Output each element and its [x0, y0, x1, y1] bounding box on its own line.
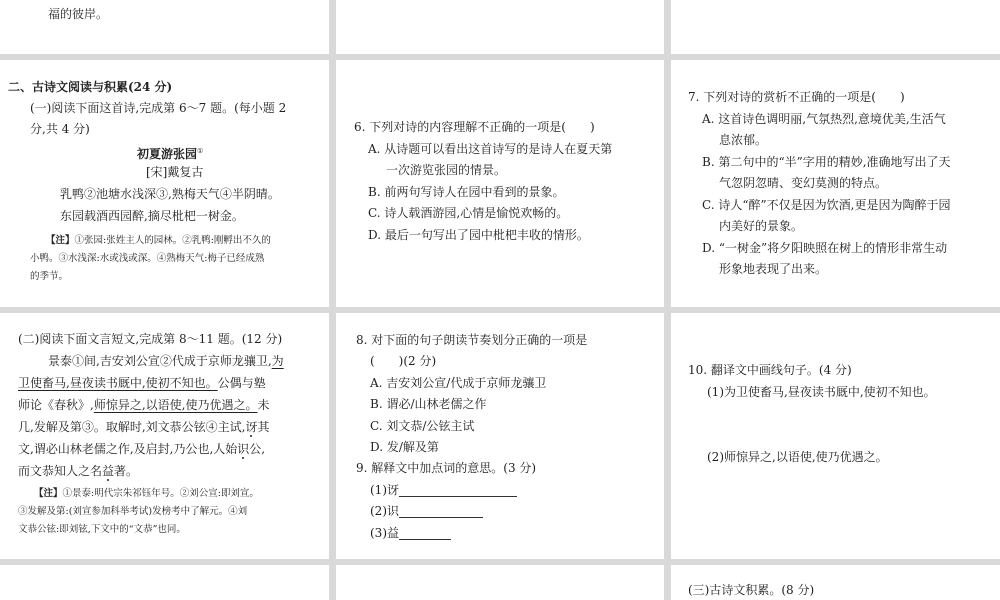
q10-sentence-2: (2)师惊异之,以语使,使乃优遇之。: [707, 450, 888, 464]
classical-text-cell: [0, 313, 329, 559]
q7-option-a-line2: 息浓郁。: [719, 133, 768, 147]
passage-note-line2: ③发解及第:(刘宣参加科举考试)发榜考中了解元。④刘: [18, 506, 248, 517]
q9-answer-blank-1[interactable]: [399, 482, 517, 497]
q9-item-3: (3)益: [370, 523, 451, 544]
q9-item-2: (2)识: [370, 501, 483, 522]
q6-option-d: D. 最后一句写出了园中枇杷丰收的情形。: [368, 228, 589, 242]
q8-option-c: C. 刘文恭/公铉主试: [370, 419, 475, 433]
section-heading: 二、古诗文阅读与积累(24 分): [8, 80, 173, 94]
part1-intro-line2: 分,共 4 分): [30, 122, 90, 136]
poem-reading-cell: [0, 60, 329, 307]
question-7-cell: [671, 60, 1000, 307]
q9-answer-blank-3[interactable]: [399, 525, 451, 540]
passage-line-4: 几,发解及第③。取解时,刘文恭公铉④主试,讶其: [18, 420, 270, 434]
q7-option-b-line2: 气忽阴忽晴、变幻莫测的特点。: [719, 176, 888, 190]
q6-option-c: C. 诗人载酒游园,心情是愉悦欢畅的。: [368, 206, 569, 220]
part3-intro: (三)古诗文积累。(8 分): [688, 583, 815, 597]
top-left-cell: [0, 0, 329, 54]
poem-note-line3: 的季节。: [30, 271, 69, 282]
bottom-right-cell: [671, 565, 1000, 600]
poem-title: 初夏游张园①: [137, 147, 204, 161]
passage-tail: 福的彼岸。: [48, 7, 109, 21]
question-10-cell: [671, 313, 1000, 559]
q7-stem: 7. 下列对诗的赏析不正确的一项是( ): [688, 90, 905, 104]
q7-option-a-line1: A. 这首诗色调明丽,气氛热烈,意境优美,生活气: [702, 112, 946, 126]
passage-line-3: 师论《春秋》,师惊异之,以语使,使乃优遇之。未: [18, 398, 270, 412]
q8-option-a: A. 吉安刘公宣/代成于京师龙骧卫: [370, 376, 547, 390]
q6-stem: 6. 下列对诗的内容理解不正确的一项是( ): [354, 120, 595, 134]
q7-option-d-line2: 形象地表现了出来。: [719, 262, 828, 276]
poem-author: [宋]戴复古: [146, 165, 204, 179]
q8-option-b: B. 谓必/山林老儒之作: [370, 397, 487, 411]
part2-intro: (二)阅读下面文言短文,完成第 8～11 题。(12 分): [18, 332, 283, 346]
question-6-cell: [336, 60, 664, 307]
passage-line-2: 卫使畜马,昼夜读书厩中,使初不知也。公偶与塾: [18, 376, 266, 390]
bottom-middle-cell: [336, 565, 664, 600]
q7-option-c-line1: C. 诗人“醉”不仅是因为饮酒,更是因为陶醉于园: [702, 198, 951, 212]
q7-option-d-line1: D. “一树金”将夕阳映照在树上的情形非常生动: [702, 241, 948, 255]
passage-line-5: 文,谓必山林老儒之作,及启封,乃公也,人始识公,: [18, 442, 266, 456]
q9-item-1: (1)讶: [370, 480, 517, 501]
passage-line-1: 景泰①间,吉安刘公宣②代成于京师龙骧卫,为: [48, 354, 284, 368]
top-right-cell: [671, 0, 1000, 54]
poem-line-2: 东园载酒西园醉,摘尽枇杷一树金。: [60, 209, 244, 223]
cropped-text-line: [721, 0, 971, 2]
q9-answer-blank-2[interactable]: [399, 503, 483, 518]
q10-sentence-1: (1)为卫使畜马,昼夜读书厩中,使初不知也。: [707, 385, 936, 399]
q7-option-b-line1: B. 第二句中的“半”字用的精妙,准确地写出了天: [702, 155, 951, 169]
bottom-left-cell: [0, 565, 329, 600]
passage-note-line1: 【注】①景泰:明代宗朱祁钰年号。②刘公宣:即刘宣。: [34, 488, 259, 499]
q8-stem-line2: ( )(2 分): [370, 354, 437, 368]
q8-option-d: D. 发/解及第: [370, 440, 439, 454]
poem-note-line1: 【注】①张园:张姓主人的园林。②乳鸭:刚孵出不久的: [46, 235, 271, 246]
q6-option-b: B. 前两句写诗人在园中看到的景象。: [368, 185, 565, 199]
q10-stem: 10. 翻译文中画线句子。(4 分): [688, 363, 852, 377]
q7-option-c-line2: 内美好的景象。: [719, 219, 804, 233]
q6-option-a-line1: A. 从诗题可以看出这首诗写的是诗人在夏天第: [368, 142, 613, 156]
q9-stem: 9. 解释文中加点词的意思。(3 分): [356, 461, 537, 475]
part1-intro-line1: (一)阅读下面这首诗,完成第 6～7 题。(每小题 2: [30, 101, 287, 115]
questions-8-9-cell: [336, 313, 664, 559]
passage-note-line3: 文恭公铉:即刘铉,下文中的“文恭”也同。: [18, 524, 186, 535]
poem-note-line2: 小鸭。③水浅深:水或浅或深。④熟梅天气:梅子已经成熟: [30, 253, 265, 264]
q8-stem-line1: 8. 对下面的句子朗读节奏划分正确的一项是: [356, 333, 588, 347]
poem-line-1: 乳鸭②池塘水浅深③,熟梅天气④半阴晴。: [60, 187, 280, 201]
q6-option-a-line2: 一次游览张园的情景。: [386, 163, 507, 177]
passage-line-6: 而文恭知人之名益著。: [18, 464, 139, 478]
top-middle-cell: [336, 0, 664, 54]
